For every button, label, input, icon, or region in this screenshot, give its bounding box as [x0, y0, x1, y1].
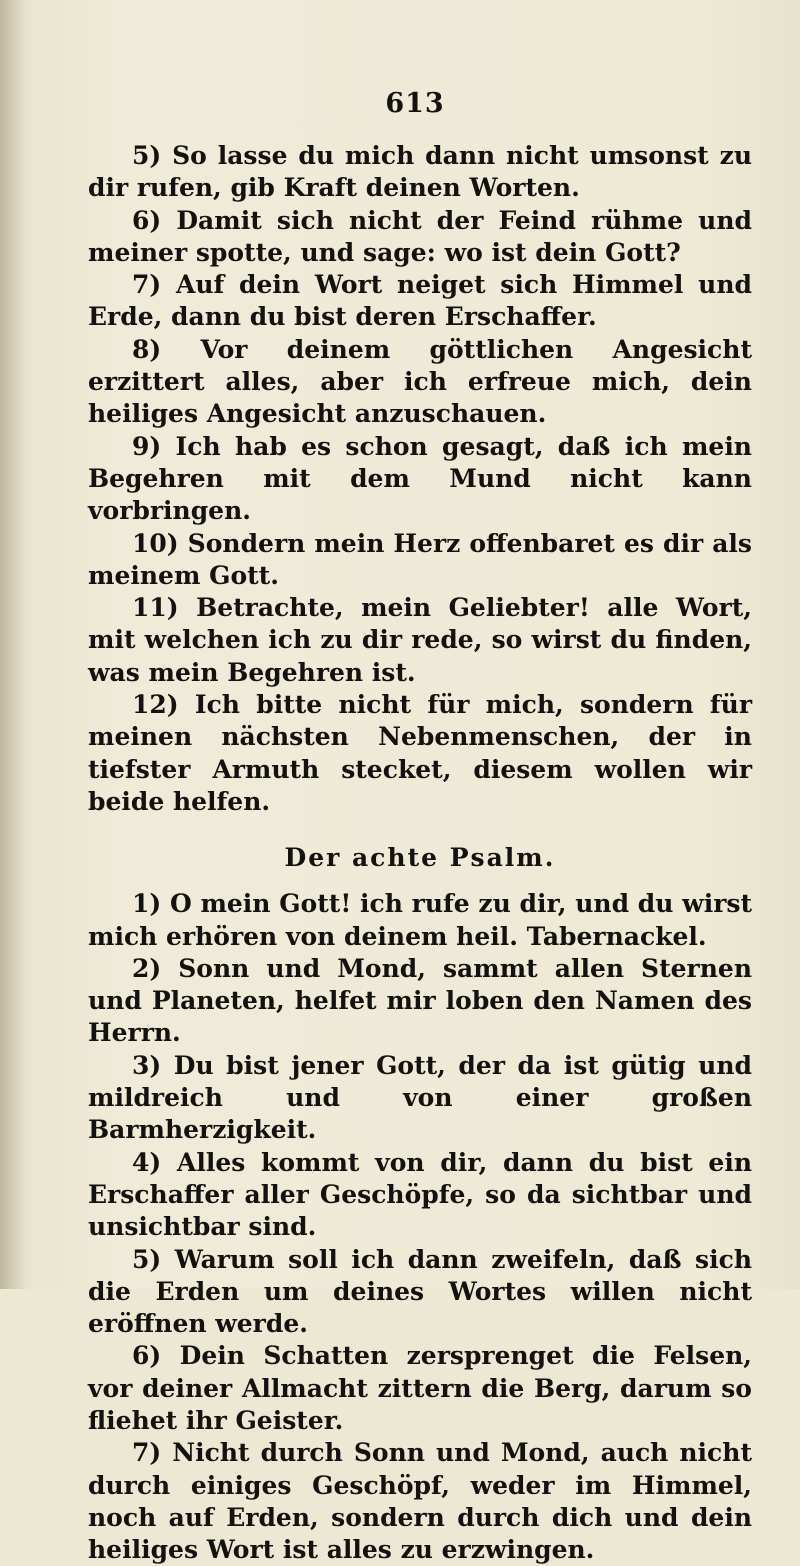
verse-12: 12) Ich bitte nicht für mich, sondern für meinen nächsten Nebenmenschen, der in tiefster Armuth stecket, diesem wollen wir beide helfen.: [88, 690, 752, 816]
psalm-verse-1: 1) O mein Gott! ich rufe zu dir, und du wirst mich erhören von deinem heil. Tabernackel.: [88, 889, 752, 951]
psalm-verse-4: 4) Alles kommt von dir, dann du bist ein Erschaffer aller Geschöpfe, so da sichtbar und unsichtbar sind.: [88, 1147, 752, 1242]
psalm-verse-6: 6) Dein Schatten zersprenget die Felsen, vor deiner Allmacht zittern die Berg, darum so fliehet ihr Geister.: [88, 1341, 752, 1435]
psalm-heading: Der achte Psalm.: [284, 843, 556, 873]
page-gutter-shadow: [0, 0, 26, 1289]
verse-5: 5) So lasse du mich dann nicht umsonst zu dir rufen, gib Kraft deinen Worten.: [88, 141, 752, 203]
psalm-verse-5: 5) Warum soll ich dann zweifeln, daß sich die Erden um deines Wortes willen nicht eröffnen werde.: [88, 1244, 752, 1339]
psalm-verse-2: 2) Sonn und Mond, sammt allen Sternen und Planeten, helfet mir loben den Namen des Herrn.: [88, 953, 752, 1048]
page-number: 613: [385, 88, 445, 119]
psalm-verse-7: 7) Nicht durch Sonn und Mond, auch nicht durch einiges Geschöpf, weder im Himmel, noch auf Erden, sondern durch dich und dein heiliges Wort ist alles zu erzwingen.: [88, 1438, 752, 1565]
verse-7: 7) Auf dein Wort neiget sich Himmel und Erde, dann du bist deren Erschaffer.: [88, 270, 752, 332]
verse-10: 10) Sondern mein Herz offenbaret es dir als meinem Gott.: [88, 528, 752, 590]
verse-11: 11) Betrachte, mein Geliebter! alle Wort, mit welchen ich zu dir rede, so wirst du finden, was mein Begehren ist.: [88, 593, 752, 687]
page-text: [88, 140, 752, 1566]
verse-6: 6) Damit sich nicht der Feind rühme und meiner spotte, und sage: wo ist dein Gott?: [88, 205, 752, 267]
verse-8: 8) Vor deinem göttlichen Angesicht erzittert alles, aber ich erfreue mich, dein heiliges Angesicht anzuschauen.: [88, 334, 752, 429]
verse-9: 9) Ich hab es schon gesagt, daß ich mein Begehren mit dem Mund nicht kann vorbringen.: [88, 431, 752, 526]
psalm-verse-3: 3) Du bist jener Gott, der da ist gütig und mildreich und von einer großen Barmherzigkeit.: [88, 1050, 752, 1145]
